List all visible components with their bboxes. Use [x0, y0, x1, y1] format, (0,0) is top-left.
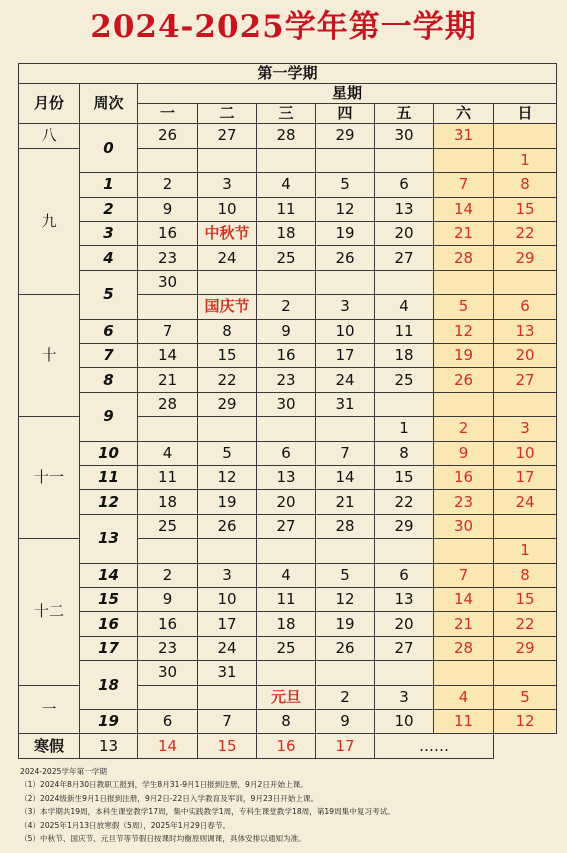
day-cell: 13: [257, 465, 316, 489]
day-cell: 9: [138, 588, 198, 612]
day-cell: 11: [138, 465, 198, 489]
day-cell: 5: [316, 173, 375, 197]
day-cell: 26: [316, 636, 375, 660]
vacation-label: 寒假: [19, 734, 80, 759]
day-cell: 9: [257, 319, 316, 343]
day-cell: 26: [434, 368, 494, 392]
day-cell: 31: [434, 124, 494, 148]
day-cell: 15: [375, 465, 434, 489]
notes-heading: 2024-2025学年第一学期: [20, 767, 107, 776]
week-number-cell: 18: [80, 661, 138, 710]
weekday-group-header: 星期: [138, 84, 557, 104]
day-cell: 16: [138, 221, 198, 245]
calendar-row: [19, 221, 557, 245]
calendar-row: [19, 514, 557, 538]
day-cell: 5: [434, 295, 494, 319]
day-cell: 12: [316, 588, 375, 612]
day-cell: 13: [494, 319, 557, 343]
day-cell: 24: [198, 246, 257, 270]
day-cell: 30: [138, 661, 198, 685]
day-cell: [198, 685, 257, 709]
day-cell: 30: [257, 392, 316, 416]
day-cell: 22: [494, 221, 557, 245]
day-cell: 26: [138, 124, 198, 148]
week-number-cell: 12: [80, 490, 138, 514]
month-cell: 十一: [19, 417, 80, 539]
day-cell: 27: [375, 246, 434, 270]
day-cell: [494, 661, 557, 685]
day-cell: 3: [375, 685, 434, 709]
week-number-cell: 4: [80, 246, 138, 270]
week-number-cell: 1: [80, 173, 138, 197]
day-cell: [316, 148, 375, 172]
day-cell: 24: [198, 636, 257, 660]
day-cell: 22: [494, 612, 557, 636]
calendar-row: [19, 661, 557, 685]
day-cell: 7: [434, 173, 494, 197]
day-cell: 10: [375, 710, 434, 734]
day-cell: [494, 124, 557, 148]
day-cell: 7: [138, 319, 198, 343]
day-cell: 10: [198, 197, 257, 221]
calendar-row: [19, 465, 557, 489]
day-cell: 12: [494, 710, 557, 734]
day-cell: 23: [257, 368, 316, 392]
day-cell: [434, 148, 494, 172]
day-cell: 14: [138, 343, 198, 367]
week-number-cell: 11: [80, 465, 138, 489]
week-number-cell: 0: [80, 124, 138, 173]
note-item: （1）2024年8月30日教职工报到，学生8月31-9月1日报到注册，9月2日开始上课。: [20, 780, 308, 790]
day-cell: 4: [257, 563, 316, 587]
day-cell: 27: [198, 124, 257, 148]
week-number-cell: 7: [80, 343, 138, 367]
day-cell: 18: [257, 612, 316, 636]
day-cell: 3: [494, 417, 557, 441]
day-cell: 8: [257, 710, 316, 734]
holiday-cell: 元旦: [257, 685, 316, 709]
day-cell: [257, 661, 316, 685]
week-number-cell: 17: [80, 636, 138, 660]
note-item: （2）2024级新生9月1日报到注册，9月2日-22日入学教育及军训，9月23日开始上课。: [20, 793, 319, 803]
day-cell: [375, 270, 434, 294]
day-cell: 24: [494, 490, 557, 514]
calendar-row: [19, 246, 557, 270]
week-number-cell: 9: [80, 392, 138, 441]
calendar-row: [19, 392, 557, 416]
month-cell: 九: [19, 148, 80, 294]
calendar-row: [19, 124, 557, 148]
day-cell: 2: [257, 295, 316, 319]
day-cell: [375, 539, 434, 563]
day-cell: 28: [257, 124, 316, 148]
day-cell: 30: [138, 270, 198, 294]
vacation-day-cell: 13: [80, 734, 138, 759]
calendar-row: [19, 197, 557, 221]
day-cell: 6: [494, 295, 557, 319]
day-cell: 3: [316, 295, 375, 319]
month-cell: 八: [19, 124, 80, 148]
day-cell: 29: [494, 246, 557, 270]
calendar-table: [18, 63, 557, 759]
weekday-header: 日: [494, 104, 557, 124]
calendar-row: [19, 441, 557, 465]
week-number-cell: 15: [80, 588, 138, 612]
day-cell: 13: [375, 197, 434, 221]
calendar-row: [19, 343, 557, 367]
day-cell: 23: [434, 490, 494, 514]
week-number-cell: 3: [80, 221, 138, 245]
day-cell: [375, 392, 434, 416]
day-cell: 14: [434, 588, 494, 612]
day-cell: [316, 270, 375, 294]
day-cell: [375, 661, 434, 685]
day-cell: 11: [434, 710, 494, 734]
day-cell: 22: [375, 490, 434, 514]
day-cell: [138, 295, 198, 319]
day-cell: 22: [198, 368, 257, 392]
calendar-row: [19, 710, 557, 734]
day-cell: 21: [316, 490, 375, 514]
day-cell: 25: [375, 368, 434, 392]
day-cell: 23: [138, 636, 198, 660]
day-cell: 19: [434, 343, 494, 367]
day-cell: [257, 539, 316, 563]
day-cell: [198, 148, 257, 172]
day-cell: 17: [316, 343, 375, 367]
day-cell: [375, 148, 434, 172]
calendar-row: [19, 319, 557, 343]
week-number-cell: 2: [80, 197, 138, 221]
weekday-header: 四: [316, 104, 375, 124]
month-cell: 一: [19, 685, 80, 734]
weekday-header: 三: [257, 104, 316, 124]
day-cell: 8: [375, 441, 434, 465]
day-cell: 26: [316, 246, 375, 270]
day-cell: 28: [138, 392, 198, 416]
day-cell: 12: [198, 465, 257, 489]
day-cell: 11: [375, 319, 434, 343]
weekday-header: 二: [198, 104, 257, 124]
day-cell: [257, 148, 316, 172]
day-cell: 17: [198, 612, 257, 636]
day-cell: [138, 417, 198, 441]
week-number-cell: 5: [80, 270, 138, 319]
day-cell: 6: [138, 710, 198, 734]
day-cell: 31: [316, 392, 375, 416]
day-cell: 4: [257, 173, 316, 197]
day-cell: 18: [375, 343, 434, 367]
day-cell: 10: [494, 441, 557, 465]
day-cell: 19: [316, 612, 375, 636]
day-cell: 21: [434, 221, 494, 245]
day-cell: 1: [494, 539, 557, 563]
day-cell: 13: [375, 588, 434, 612]
note-item: （5）中秋节、国庆节、元旦节等节假日按课时均衡原则调课，具体安排以通知为准。: [20, 834, 306, 844]
month-cell: 十二: [19, 539, 80, 685]
day-cell: 2: [138, 173, 198, 197]
day-cell: [198, 539, 257, 563]
weekday-header: 一: [138, 104, 198, 124]
month-column-header: 月份: [19, 84, 80, 124]
week-number-cell: 14: [80, 563, 138, 587]
day-cell: 11: [257, 197, 316, 221]
day-cell: 3: [198, 173, 257, 197]
day-cell: 7: [198, 710, 257, 734]
day-cell: 15: [198, 343, 257, 367]
day-cell: 20: [494, 343, 557, 367]
day-cell: [316, 539, 375, 563]
week-number-cell: 19: [80, 710, 138, 734]
day-cell: [494, 392, 557, 416]
day-cell: 4: [138, 441, 198, 465]
note-item: （4）2025年1月13日放寒假（5周），2025年1月29日春节。: [20, 820, 231, 830]
day-cell: 12: [316, 197, 375, 221]
day-cell: 15: [494, 197, 557, 221]
day-cell: 16: [257, 343, 316, 367]
calendar-row: [19, 270, 557, 294]
day-cell: [257, 270, 316, 294]
day-cell: 16: [138, 612, 198, 636]
day-cell: [198, 417, 257, 441]
day-cell: 1: [375, 417, 434, 441]
calendar-row: [19, 368, 557, 392]
day-cell: 4: [375, 295, 434, 319]
vacation-day-cell: 14: [138, 734, 198, 759]
day-cell: 29: [494, 636, 557, 660]
day-cell: 6: [375, 173, 434, 197]
day-cell: 26: [198, 514, 257, 538]
week-column-header: 周次: [80, 84, 138, 124]
calendar-row: [19, 563, 557, 587]
day-cell: 10: [198, 588, 257, 612]
day-cell: 3: [198, 563, 257, 587]
day-cell: 27: [257, 514, 316, 538]
day-cell: [316, 661, 375, 685]
day-cell: 29: [198, 392, 257, 416]
day-cell: 21: [138, 368, 198, 392]
day-cell: [494, 514, 557, 538]
day-cell: 9: [138, 197, 198, 221]
day-cell: 2: [138, 563, 198, 587]
weekday-header: 五: [375, 104, 434, 124]
day-cell: 17: [494, 465, 557, 489]
day-cell: 20: [375, 612, 434, 636]
day-cell: 8: [198, 319, 257, 343]
vacation-day-cell: 15: [198, 734, 257, 759]
calendar-row: [19, 636, 557, 660]
day-cell: 28: [434, 246, 494, 270]
notes-section: [20, 765, 560, 845]
day-cell: [198, 270, 257, 294]
calendar-row: [19, 490, 557, 514]
day-cell: 20: [375, 221, 434, 245]
day-cell: [138, 539, 198, 563]
vacation-day-cell: 16: [257, 734, 316, 759]
day-cell: 24: [316, 368, 375, 392]
day-cell: 9: [434, 441, 494, 465]
week-number-cell: 8: [80, 368, 138, 392]
day-cell: 5: [198, 441, 257, 465]
day-cell: 2: [316, 685, 375, 709]
semester-header: 第一学期: [19, 64, 557, 84]
day-cell: [434, 539, 494, 563]
day-cell: 16: [434, 465, 494, 489]
day-cell: 21: [434, 612, 494, 636]
calendar-row: [19, 588, 557, 612]
day-cell: 20: [257, 490, 316, 514]
day-cell: [138, 148, 198, 172]
day-cell: [434, 392, 494, 416]
day-cell: 5: [494, 685, 557, 709]
day-cell: 23: [138, 246, 198, 270]
day-cell: 18: [138, 490, 198, 514]
day-cell: 28: [434, 636, 494, 660]
holiday-cell: 中秋节: [198, 221, 257, 245]
day-cell: 7: [434, 563, 494, 587]
weekday-header: 六: [434, 104, 494, 124]
day-cell: 29: [316, 124, 375, 148]
day-cell: 19: [198, 490, 257, 514]
day-cell: 29: [375, 514, 434, 538]
day-cell: 28: [316, 514, 375, 538]
week-number-cell: 13: [80, 514, 138, 563]
day-cell: 18: [257, 221, 316, 245]
day-cell: 12: [434, 319, 494, 343]
day-cell: 2: [434, 417, 494, 441]
month-cell: 十: [19, 295, 80, 417]
day-cell: 27: [494, 368, 557, 392]
day-cell: 27: [375, 636, 434, 660]
calendar-row: [19, 173, 557, 197]
day-cell: 7: [316, 441, 375, 465]
day-cell: [494, 270, 557, 294]
day-cell: [257, 417, 316, 441]
page-title: 2024-2025学年第一学期: [90, 9, 477, 45]
day-cell: 25: [138, 514, 198, 538]
day-cell: 14: [316, 465, 375, 489]
note-item: （3）本学期共19周，本科生课堂教学17周，集中实践教学1周，专科生课堂教学18周，第19周集中复习考试。: [20, 807, 395, 817]
day-cell: [434, 270, 494, 294]
week-number-cell: 10: [80, 441, 138, 465]
day-cell: 31: [198, 661, 257, 685]
day-cell: 19: [316, 221, 375, 245]
day-cell: 10: [316, 319, 375, 343]
day-cell: 9: [316, 710, 375, 734]
vacation-day-cell: 17: [316, 734, 375, 759]
day-cell: [138, 685, 198, 709]
day-cell: 11: [257, 588, 316, 612]
vacation-day-cell: ……: [375, 734, 494, 759]
day-cell: 4: [434, 685, 494, 709]
day-cell: 8: [494, 563, 557, 587]
day-cell: 1: [494, 148, 557, 172]
day-cell: 25: [257, 246, 316, 270]
day-cell: 30: [434, 514, 494, 538]
day-cell: 15: [494, 588, 557, 612]
day-cell: 30: [375, 124, 434, 148]
calendar-row: [19, 734, 557, 759]
week-number-cell: 16: [80, 612, 138, 636]
calendar-row: [19, 612, 557, 636]
day-cell: 14: [434, 197, 494, 221]
day-cell: 6: [257, 441, 316, 465]
day-cell: 25: [257, 636, 316, 660]
day-cell: 8: [494, 173, 557, 197]
holiday-cell: 国庆节: [198, 295, 257, 319]
day-cell: 5: [316, 563, 375, 587]
week-number-cell: 6: [80, 319, 138, 343]
day-cell: [434, 661, 494, 685]
day-cell: [316, 417, 375, 441]
day-cell: 6: [375, 563, 434, 587]
